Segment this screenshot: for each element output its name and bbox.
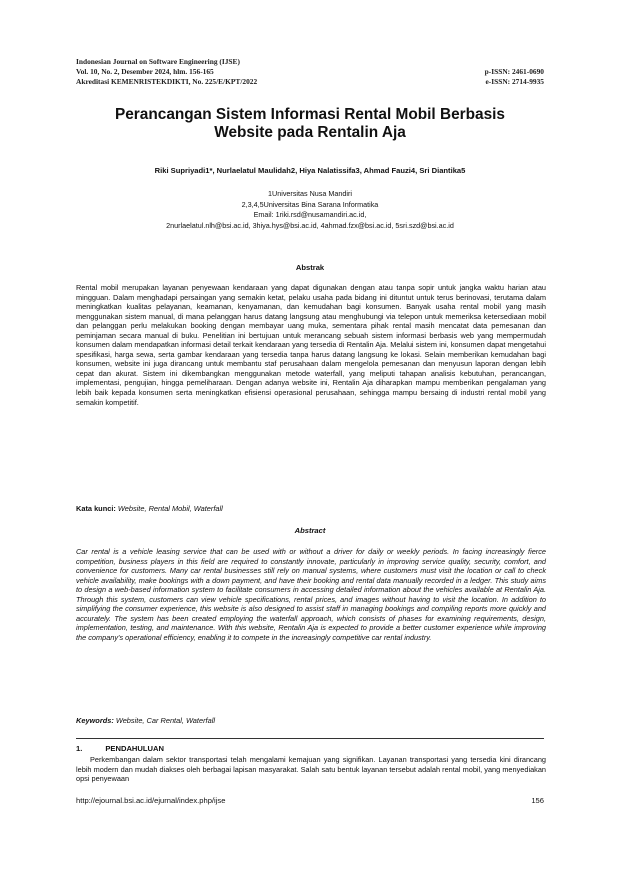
section-body: Perkembangan dalam sektor transportasi telah mengalami kemajuan yang signifikan. Layanan transportasi yang tersedia kini dirancang lebih modern dan mudah diakses oleh berbagai lapisan masyarakat. Salah satu bentuk layanan tersebut adalah rental mobil, yang menyediakan opsi penyewaan	[76, 755, 546, 784]
affiliation-line-2: 2,3,4,5Universitas Bina Sarana Informatika	[241, 199, 379, 209]
kata-kunci-label: Kata kunci:	[76, 504, 116, 513]
volume-info: Vol. 10, No. 2, Desember 2024, hlm. 156-165	[76, 67, 214, 76]
page-footer	[76, 796, 544, 805]
affiliation-line-1: 1Universitas Nusa Mandiri	[268, 189, 352, 198]
volume-line	[76, 67, 544, 76]
keywords-values: Website, Car Rental, Waterfall	[115, 716, 215, 725]
email-line-2: 2nurlaelatul.nlh@bsi.ac.id, 3hiya.hys@bsi.ac.id, 4ahmad.fzx@bsi.ac.id, 5sri.szd@bsi.ac.id	[166, 220, 454, 230]
affiliations	[76, 189, 544, 231]
journal-name: Indonesian Journal on Software Engineering (IJSE)	[76, 57, 240, 66]
accreditation-line	[76, 77, 544, 86]
keywords-label: Keywords:	[76, 716, 114, 725]
accreditation-info: Akreditasi KEMENRISTEKDIKTI, No. 225/E/KPT/2022	[76, 77, 258, 86]
abstract-heading: Abstract	[294, 526, 326, 535]
abstrak-heading: Abstrak	[295, 263, 325, 272]
author-list: Riki Supriyadi1*, Nurlaelatul Maulidah2, Hiya Nalatissifa3, Ahmad Fauzi4, Sri Diantika5	[154, 166, 466, 175]
journal-url[interactable]: http://ejournal.bsi.ac.id/ejurnal/index.php/ijse	[76, 796, 226, 805]
p-issn: p-ISSN: 2461-0690	[484, 67, 544, 76]
kata-kunci-values: Website, Rental Mobil, Waterfall	[117, 504, 223, 513]
paper-title	[76, 106, 544, 142]
e-issn: e-ISSN: 2714-9935	[485, 77, 544, 86]
page-number: 156	[531, 796, 544, 805]
title-line-2: Website pada Rentalin Aja	[214, 124, 406, 141]
title-line-1: Perancangan Sistem Informasi Rental Mobil Berbasis	[114, 106, 505, 123]
email-line-1: Email: 1riki.rsd@nusamandiri.ac.id,	[253, 210, 367, 219]
kata-kunci	[76, 504, 544, 513]
section-divider	[76, 738, 544, 739]
abstrak-text: Rental mobil merupakan layanan penyewaan kendaraan yang dapat digunakan dengan atau tanpa sopir untuk jangka waktu harian atau mingguan. Dalam menghadapi persaingan yang semakin ketat, pelaku usaha pada bidang ini dituntut untuk terus berinovasi, terutama dalam meningkatkan kualitas pelayanan, keamanan, kenyamanan, dan kemudahan bagi konsumen. Banyak usaha rental mobil yang masih menggunakan sistem manual, di mana pelanggan harus datang langsung atau menghubungi via telepon untuk memeriksa ketersediaan mobil dan pelanggan perlu melakukan booking dengan membayar uang muka, sementara pihak rental masih mencatat data pemesanan dan peminjaman secara manual di buku. Penelitian ini bertujuan untuk merancang sebuah sistem informasi berbasis web yang mempermudah konsumen dalam mendapatkan informasi detail terkait kendaraan yang tersedia di Rentalin Aja. Melalui sistem ini, konsumen dapat mengetahui spesifikasi, harga sewa, serta gambar kendaraan yang tersedia tanpa harus datang langsung ke lokasi. Selain memberikan kemudahan bagi konsumen, website ini juga dirancang untuk membantu staf perusahaan dalam mengelola pemesanan dan menyusun laporan dengan lebih cepat dan akurat. Sistem ini dikembangkan menggunakan metode waterfall, yang meliputi tahapan analisis kebutuhan, perancangan, implementasi, pengujian, hingga pemeliharaan. Dengan adanya website ini, Rentalin Aja diharapkan mampu memberikan pengalaman yang lebih baik kepada konsumen serta meningkatkan efisiensi operasional perusahaan, sehingga mampu bersaing di industri rental mobil yang semakin kompetitif.	[76, 283, 546, 407]
keywords	[76, 716, 544, 725]
section-heading	[76, 744, 164, 753]
section-number: 1.	[76, 744, 83, 753]
section-title: PENDAHULUAN	[105, 744, 164, 753]
abstract-text: Car rental is a vehicle leasing service that can be used with or without a driver for daily or weekly periods. In facing increasingly fierce competition, business players in this field are required to constantly innovate, particularly in improving service quality, security, comfort, and convenience for customers. Many car rental businesses still rely on manual systems, where customers must visit the location or call to check vehicle availability, make bookings with a down payment, and have their booking and rental data manually recorded in a ledger. This study aims to design a web-based information system to facilitate consumers in accessing detailed information about the vehicles available at Rentalin Aja. Through this system, customers can view vehicle specifications, rental prices, and images without having to visit the location. In addition to simplifying the consumer experience, this website is also designed to assist staff in managing bookings and compiling reports more quickly and accurately. The system has been created employing the waterfall approach, which consists of phases for examining requirements, design, implementation, testing, and maintenance. With this website, Rentalin Aja is expected to provide a better customer experience while improving the company's operational efficiency, enabling it to compete in the increasingly competitive car rental industry.	[76, 547, 546, 642]
